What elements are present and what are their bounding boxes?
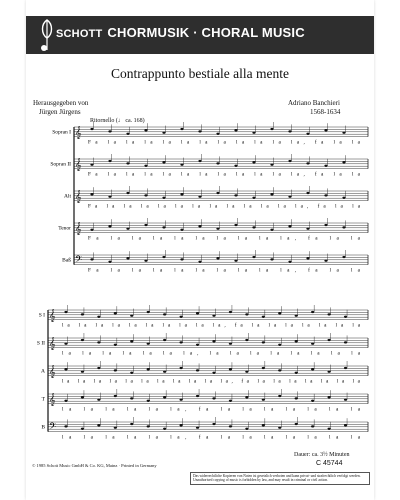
note-head	[229, 368, 232, 370]
note-head	[114, 426, 117, 428]
voice-label: Sopran II	[50, 161, 71, 168]
note-head	[306, 227, 309, 229]
note-head	[180, 128, 183, 130]
note-head	[126, 192, 129, 194]
bass-clef-icon: 𝄢	[49, 422, 57, 434]
note-head	[64, 342, 67, 344]
tempo-marking: Ritornello (♩ ca. 168)	[90, 118, 145, 124]
note-head	[163, 428, 166, 430]
note-head	[163, 313, 166, 315]
treble-clef-icon: 𝄞	[75, 127, 82, 139]
note-head	[180, 316, 183, 318]
note-head	[180, 398, 183, 400]
note-head	[180, 163, 183, 165]
note-head	[97, 316, 100, 318]
voice-label: S I	[38, 312, 45, 319]
note-head	[114, 395, 117, 397]
lyrics-line: Fa la la la la la la la la la la la, fa la la	[88, 171, 360, 178]
note-head	[144, 129, 147, 131]
note-head	[212, 423, 215, 425]
note-head	[126, 162, 129, 164]
score-page	[26, 0, 374, 500]
staff-1	[39, 305, 368, 329]
note-head	[252, 256, 255, 258]
note-head	[180, 424, 183, 426]
note-head	[295, 340, 298, 342]
note-head	[278, 369, 281, 371]
note-head	[130, 372, 133, 374]
note-head	[108, 261, 111, 263]
note-head	[163, 339, 166, 341]
voice-label: Tenor	[58, 225, 71, 232]
note-head	[306, 133, 309, 135]
staff-2	[50, 154, 368, 178]
note-head	[295, 314, 298, 316]
note-head	[324, 129, 327, 131]
staff-5	[41, 417, 368, 441]
note-head	[234, 129, 237, 131]
voice-label: Alt	[63, 193, 71, 200]
note-head	[295, 423, 298, 425]
duration-note: Dauer: ca. 3½ Minuten	[294, 452, 350, 458]
note-head	[180, 193, 183, 195]
note-head	[163, 370, 166, 372]
note-head	[81, 370, 84, 372]
note-head	[126, 133, 129, 135]
note-head	[328, 313, 331, 315]
note-head	[311, 368, 314, 370]
copy-warning-box: Das widerrechtliche Kopieren von Noten ist gesetzlich verboten und kann privat- und strafrechtlich verfolgt werden. Unauthorised copying of music is forbidden by law, and may result in criminal or civil action.	[190, 472, 370, 485]
note-head	[270, 258, 273, 260]
note-head	[262, 367, 265, 369]
note-head	[295, 372, 298, 374]
lyrics-line: la la la la la la la la la la, fa la la la la la la la	[62, 322, 360, 329]
voice-label: B	[41, 424, 45, 431]
note-head	[229, 311, 232, 313]
note-head	[262, 398, 265, 400]
note-head	[344, 341, 347, 343]
note-head	[342, 197, 345, 199]
note-head	[147, 425, 150, 427]
note-head	[90, 163, 93, 165]
note-head	[311, 400, 314, 402]
note-head	[90, 258, 93, 260]
note-head	[270, 128, 273, 130]
note-head	[216, 133, 219, 135]
note-head	[270, 193, 273, 195]
note-head	[245, 339, 248, 341]
treble-clef-icon: 𝄞	[75, 191, 82, 203]
note-head	[196, 344, 199, 346]
note-head	[306, 192, 309, 194]
composer-dates: 1568-1634	[310, 108, 341, 116]
note-head	[245, 428, 248, 430]
header-banner	[26, 16, 374, 54]
note-head	[162, 161, 165, 163]
note-head	[262, 424, 265, 426]
note-head	[162, 256, 165, 258]
note-head	[270, 163, 273, 165]
note-head	[81, 428, 84, 430]
note-head	[198, 195, 201, 197]
note-head	[288, 195, 291, 197]
note-head	[144, 224, 147, 226]
note-head	[324, 259, 327, 261]
note-head	[130, 314, 133, 316]
note-head	[342, 131, 345, 133]
note-head	[306, 162, 309, 164]
lyrics-line: Fa la la la la la la la la la la la la, fa la la	[88, 203, 361, 210]
voice-label: T	[41, 396, 45, 403]
note-head	[144, 259, 147, 261]
note-head	[147, 368, 150, 370]
note-head	[162, 131, 165, 133]
note-head	[180, 258, 183, 260]
note-head	[229, 425, 232, 427]
note-head	[311, 342, 314, 344]
note-head	[90, 229, 93, 231]
note-head	[270, 229, 273, 231]
publisher-name: SCHOTT	[56, 28, 103, 40]
note-head	[306, 257, 309, 259]
treble-clef-icon: 𝄞	[49, 338, 56, 350]
note-head	[108, 225, 111, 227]
staff-1	[52, 122, 368, 146]
note-head	[342, 161, 345, 163]
note-head	[229, 400, 232, 402]
lyrics-line: la la la la la la, fa la la la la la la la	[62, 434, 361, 441]
piece-title: Contrappunto bestiale alla mente	[110, 66, 290, 81]
note-head	[81, 396, 84, 398]
note-head	[229, 342, 232, 344]
note-head	[64, 425, 67, 427]
note-head	[64, 400, 67, 402]
note-head	[64, 368, 67, 370]
note-head	[162, 226, 165, 228]
voice-label: Sopran I	[52, 129, 71, 136]
note-head	[114, 312, 117, 314]
note-head	[295, 397, 298, 399]
note-head	[288, 261, 291, 263]
voice-label: A	[41, 368, 45, 375]
note-head	[234, 224, 237, 226]
note-head	[196, 426, 199, 428]
note-head	[216, 162, 219, 164]
note-head	[90, 193, 93, 195]
note-head	[108, 160, 111, 162]
treble-clef-icon: 𝄞	[75, 159, 82, 171]
treble-clef-icon: 𝄞	[49, 366, 56, 378]
note-head	[328, 428, 331, 430]
note-head	[262, 316, 265, 318]
note-head	[81, 339, 84, 341]
note-head	[216, 227, 219, 229]
composer-name: Adriano Banchieri	[288, 99, 340, 107]
note-head	[234, 165, 237, 167]
note-head	[252, 161, 255, 163]
staff-3	[41, 361, 368, 385]
note-head	[212, 397, 215, 399]
note-head	[311, 311, 314, 313]
series-name: CHORMUSIK · CHORAL MUSIC	[107, 25, 305, 40]
note-head	[216, 257, 219, 259]
treble-clef-icon: 𝄞	[49, 310, 56, 322]
catalog-number: C 45744	[316, 460, 343, 467]
note-head	[114, 344, 117, 346]
staff-2	[37, 333, 368, 357]
note-head	[90, 128, 93, 130]
note-head	[196, 312, 199, 314]
voice-label: S II	[36, 340, 45, 347]
lyrics-line: la la la la la la, fa la la la la la la la	[62, 406, 361, 413]
note-head	[278, 395, 281, 397]
note-head	[328, 339, 331, 341]
note-head	[288, 130, 291, 132]
note-head	[288, 160, 291, 162]
note-head	[198, 261, 201, 263]
lyrics-line: la la la la la la la la la la la, fa la la la la la la la	[62, 378, 360, 385]
note-head	[344, 367, 347, 369]
voice-label: Baß	[62, 257, 71, 264]
note-head	[198, 130, 201, 132]
note-head	[126, 257, 129, 259]
lyrics-line: Fa la la la la la la la la la, fa la la	[88, 235, 360, 242]
note-head	[144, 194, 147, 196]
note-head	[212, 314, 215, 316]
note-head	[114, 369, 117, 371]
note-head	[180, 341, 183, 343]
note-head	[97, 398, 100, 400]
note-head	[108, 195, 111, 197]
note-head	[196, 369, 199, 371]
copyright-line: © 1985 Schott Music GmbH & Co. KG, Mainz · Printed in Germany	[32, 463, 157, 468]
note-head	[344, 398, 347, 400]
note-head	[324, 224, 327, 226]
treble-clef-icon: 𝄞	[75, 223, 82, 235]
brand-line	[56, 25, 305, 40]
note-head	[234, 194, 237, 196]
note-head	[216, 192, 219, 194]
note-head	[342, 226, 345, 228]
lyrics-line: Fa la la la la la la la la la, fa la la	[88, 267, 360, 274]
treble-clef-icon: 𝄞	[49, 394, 56, 406]
note-head	[162, 197, 165, 199]
note-head	[288, 225, 291, 227]
note-head	[130, 340, 133, 342]
note-head	[97, 424, 100, 426]
note-head	[196, 395, 199, 397]
editor-line-1: Herausgegeben von	[33, 99, 89, 107]
note-head	[344, 424, 347, 426]
lyrics-line: Fa la la la la la la la la la la la, fa la la	[88, 139, 360, 146]
note-head	[147, 400, 150, 402]
note-head	[328, 370, 331, 372]
note-head	[130, 423, 133, 425]
lyrics-line: la la la la la la la, la la la la la la la la	[62, 350, 360, 357]
note-head	[252, 197, 255, 199]
staff-3	[64, 186, 368, 210]
note-head	[311, 425, 314, 427]
bass-clef-icon: 𝄢	[75, 255, 83, 267]
score-system-2	[26, 300, 374, 450]
note-head	[180, 367, 183, 369]
note-head	[163, 396, 166, 398]
note-head	[97, 341, 100, 343]
note-head	[198, 225, 201, 227]
note-head	[234, 259, 237, 261]
note-head	[245, 370, 248, 372]
note-head	[180, 229, 183, 231]
note-head	[97, 367, 100, 369]
note-head	[144, 165, 147, 167]
note-head	[147, 342, 150, 344]
note-head	[324, 194, 327, 196]
note-head	[344, 316, 347, 318]
score-system-1	[26, 115, 374, 290]
staff-4	[58, 218, 368, 242]
note-head	[126, 227, 129, 229]
staff-5	[62, 250, 368, 274]
note-head	[278, 426, 281, 428]
note-head	[342, 256, 345, 258]
note-head	[245, 313, 248, 315]
note-head	[324, 165, 327, 167]
note-head	[252, 131, 255, 133]
note-head	[328, 396, 331, 398]
editor-line-2: Jürgen Jürgens	[39, 108, 81, 116]
note-head	[212, 372, 215, 374]
note-head	[278, 312, 281, 314]
note-head	[252, 226, 255, 228]
note-head	[212, 340, 215, 342]
note-head	[81, 313, 84, 315]
note-head	[64, 311, 67, 313]
note-head	[262, 341, 265, 343]
note-head	[278, 344, 281, 346]
note-head	[108, 130, 111, 132]
note-head	[245, 396, 248, 398]
note-head	[147, 311, 150, 313]
note-head	[130, 397, 133, 399]
note-head	[198, 160, 201, 162]
staff-4	[42, 389, 368, 413]
